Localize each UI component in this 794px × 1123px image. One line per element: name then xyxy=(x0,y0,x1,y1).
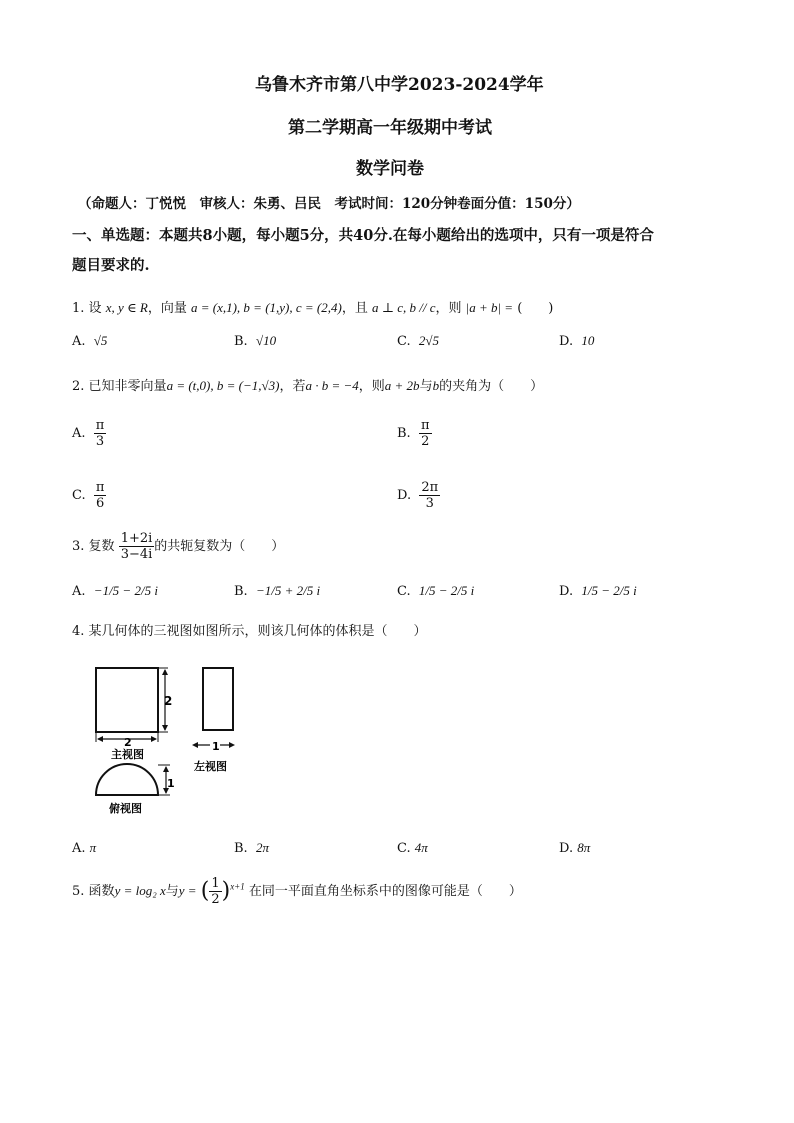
paren-right: ) xyxy=(221,878,231,904)
question-text: ，向量 xyxy=(147,301,187,316)
denominator: 3 xyxy=(425,496,434,511)
numerator: π xyxy=(95,480,105,495)
denominator: 2 xyxy=(421,434,430,449)
question-number: 2. xyxy=(72,379,85,394)
question-text: ，则 xyxy=(435,301,462,316)
option-b xyxy=(234,333,276,349)
section-heading: 一、单选题：本题共8小题，每小题5分，共40分.在每小题给出的选项中，只有一项是符合 xyxy=(72,227,654,244)
option-d xyxy=(559,333,594,349)
fraction xyxy=(419,418,432,449)
math-expr: a + 2b xyxy=(384,378,420,393)
question-4 xyxy=(72,620,427,639)
question-text: ，若 xyxy=(279,379,306,394)
answer-blank: ( ) xyxy=(517,301,554,316)
option-label: D. xyxy=(559,334,574,349)
question-text: 与 xyxy=(419,379,433,394)
numerator: π xyxy=(95,418,105,433)
question-3 xyxy=(72,531,284,562)
option-label: C. xyxy=(397,584,411,599)
option-b xyxy=(234,840,269,856)
question-text: 的夹角为（ ） xyxy=(439,379,544,394)
dim-width-label: 2 xyxy=(124,736,132,749)
option-label: A. xyxy=(72,584,86,599)
paren-left: ( xyxy=(200,878,210,904)
dim-top-label: 1 xyxy=(167,777,175,790)
option-b xyxy=(397,418,432,449)
section-heading-cont: 题目要求的. xyxy=(72,257,150,274)
option-label: D. xyxy=(397,488,412,503)
option-label: A. xyxy=(72,426,86,441)
front-view-rect xyxy=(96,668,158,732)
numerator: 1 xyxy=(211,876,220,891)
numerator: π xyxy=(420,418,430,433)
question-text: 设 xyxy=(88,301,102,316)
option-value: −1/5 + 2/5 i xyxy=(255,583,321,598)
top-view-semicircle xyxy=(96,764,158,795)
question-text: 函数 xyxy=(88,884,115,899)
denominator: 3−4i xyxy=(120,547,153,562)
fraction xyxy=(119,531,155,562)
question-text: 某几何体的三视图如图所示，则该几何体的体积是（ ） xyxy=(88,624,427,639)
option-label: B. xyxy=(397,426,411,441)
option-d xyxy=(559,840,590,856)
option-d xyxy=(559,583,637,599)
denominator: 3 xyxy=(95,434,105,449)
top-view-label: 俯视图 xyxy=(109,802,142,815)
question-2 xyxy=(72,375,543,394)
math-expr: b xyxy=(432,378,440,393)
exponent: x+1 xyxy=(230,881,245,892)
math-expr: |a + b| = xyxy=(465,300,514,315)
option-value: π xyxy=(89,840,97,855)
math-expr: a = (t,0), b = (−1,√3) xyxy=(166,378,280,393)
option-a xyxy=(72,418,106,449)
math-expr: a · b = −4 xyxy=(305,378,359,393)
question-number: 3. xyxy=(72,539,85,554)
option-label: D. xyxy=(559,584,574,599)
question-1 xyxy=(72,297,553,316)
denominator: 2 xyxy=(211,892,220,907)
left-view-label: 左视图 xyxy=(194,760,227,773)
fraction xyxy=(209,876,221,907)
option-label: A. xyxy=(72,334,86,349)
option-value: −1/5 − 2/5 i xyxy=(93,583,158,598)
option-value: 2π xyxy=(255,840,269,855)
question-number: 4. xyxy=(72,624,85,639)
numerator: 1+2i xyxy=(120,531,153,546)
numerator: 2π xyxy=(421,480,439,495)
option-b xyxy=(234,583,320,599)
option-c xyxy=(397,333,439,349)
option-value: 10 xyxy=(581,333,595,348)
left-view-rect xyxy=(203,668,233,730)
question-text: ，且 xyxy=(341,301,368,316)
question-number: 5. xyxy=(72,884,85,899)
math-expr: x, y ∈ R xyxy=(105,300,148,315)
fraction xyxy=(94,480,107,511)
math-expr: a ⊥ c, b // c xyxy=(371,300,436,315)
option-label: D. xyxy=(559,841,574,856)
option-a xyxy=(72,333,107,349)
option-value: 2√5 xyxy=(418,333,440,348)
fraction xyxy=(419,480,440,511)
question-text: 已知非零向量 xyxy=(88,379,167,394)
exam-title: 乌鲁木齐市第八中学2023-2024学年 xyxy=(255,75,544,95)
dim-side-label: 1 xyxy=(212,740,220,753)
option-value: 1/5 − 2/5 i xyxy=(418,583,475,598)
option-label: A. xyxy=(72,841,86,856)
option-value: 1/5 − 2/5 i xyxy=(581,583,637,598)
math-expr: y = xyxy=(178,883,197,898)
option-label: C. xyxy=(72,488,86,503)
option-c xyxy=(397,583,474,599)
option-label: C. xyxy=(397,841,411,856)
option-d xyxy=(397,480,440,511)
option-label: B. xyxy=(234,841,248,856)
option-label: C. xyxy=(397,334,411,349)
denominator: 6 xyxy=(96,496,105,511)
question-text: 与 xyxy=(165,884,179,899)
fraction xyxy=(94,418,107,449)
option-a xyxy=(72,583,158,599)
option-value: √10 xyxy=(255,333,277,348)
three-view-figure xyxy=(88,660,258,820)
option-label: B. xyxy=(234,584,248,599)
front-view-label: 主视图 xyxy=(111,748,144,761)
math-expr: y = log₂ x xyxy=(114,883,166,898)
question-text: ，则 xyxy=(358,379,385,394)
option-value: √5 xyxy=(93,333,108,348)
option-value: 4π xyxy=(414,840,428,855)
question-text: 的共轭复数为（ ） xyxy=(154,539,285,554)
exam-subtitle: 第二学期高一年级期中考试 xyxy=(288,118,492,138)
math-expr: a = (x,1), b = (1,y), c = (2,4) xyxy=(190,300,342,315)
question-text: 在同一平面直角坐标系中的图像可能是（ ） xyxy=(248,884,522,899)
paper-name: 数学问卷 xyxy=(356,159,424,179)
question-number: 1. xyxy=(72,301,85,316)
dim-height-label: 2 xyxy=(164,694,173,708)
option-value: 8π xyxy=(577,840,591,855)
exam-info: （命题人：丁悦悦 审核人：朱勇、吕民 考试时间：120分钟卷面分值：150分） xyxy=(78,196,580,212)
option-c xyxy=(72,480,106,511)
option-label: B. xyxy=(234,334,248,349)
question-text: 复数 xyxy=(88,539,115,554)
option-c xyxy=(397,840,428,856)
question-5 xyxy=(72,876,522,907)
option-a xyxy=(72,840,96,856)
